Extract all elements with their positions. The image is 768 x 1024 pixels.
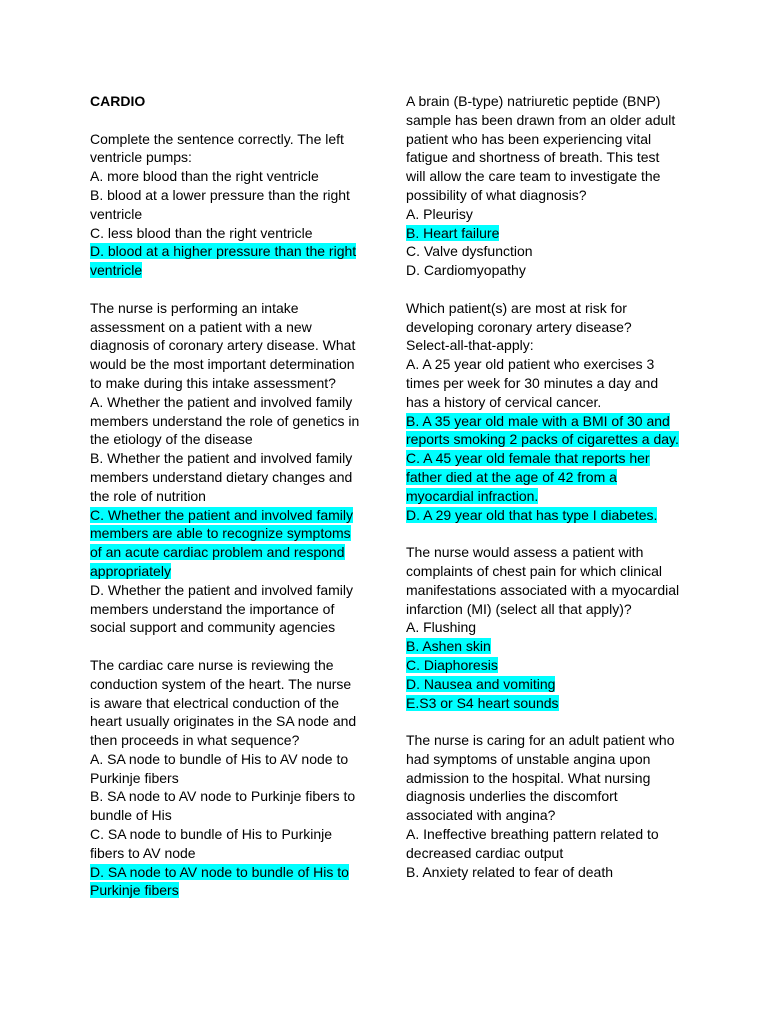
text-line xyxy=(90,336,370,355)
text-line xyxy=(406,769,696,788)
line-text: C. less blood than the right ventricle xyxy=(90,224,313,241)
text-line xyxy=(406,92,696,111)
line-text: developing coronary artery disease? xyxy=(406,318,632,335)
text-line xyxy=(406,393,696,412)
line-text: admission to the hospital. What nursing xyxy=(406,769,651,786)
line-text: fatigue and shortness of breath. This test xyxy=(406,149,660,166)
line-text: decreased cardiac output xyxy=(406,844,564,861)
answer-line-highlighted xyxy=(90,881,370,900)
text-line xyxy=(90,694,370,713)
text-line xyxy=(406,111,696,130)
text-line xyxy=(90,769,370,788)
line-text: The nurse is performing an intake xyxy=(90,299,299,316)
line-text: fibers to AV node xyxy=(90,844,196,861)
line-text: Purkinje fibers xyxy=(90,769,179,786)
question-block xyxy=(90,130,370,280)
line-text: heart usually originates in the SA node and xyxy=(90,713,357,730)
answer-line-highlighted xyxy=(406,430,696,449)
right-column xyxy=(406,92,696,881)
answer-line-highlighted xyxy=(90,543,370,562)
highlighted-text: C. A 45 year old female that reports her xyxy=(406,450,650,467)
line-text: B. Anxiety related to fear of death xyxy=(406,863,614,880)
question-block xyxy=(406,543,696,712)
line-text: A. SA node to bundle of His to AV node to xyxy=(90,750,349,767)
text-line xyxy=(90,148,370,167)
line-text: D. Cardiomyopathy xyxy=(406,262,526,279)
line-text: A. more blood than the right ventricle xyxy=(90,168,319,185)
line-text: diagnosis of coronary artery disease. What xyxy=(90,337,356,354)
line-text: social support and community agencies xyxy=(90,619,336,636)
text-line xyxy=(90,393,370,412)
line-text: members understand dietary changes and xyxy=(90,468,353,485)
highlighted-text: B. A 35 year old male with a BMI of 30 and xyxy=(406,412,670,429)
line-text: A. Pleurisy xyxy=(406,205,473,222)
highlighted-text: members are able to recognize symptoms xyxy=(90,525,351,542)
text-line xyxy=(406,186,696,205)
line-text: the etiology of the disease xyxy=(90,431,253,448)
line-text: diagnosis underlies the discomfort xyxy=(406,788,618,805)
answer-line-highlighted xyxy=(406,468,696,487)
text-line xyxy=(90,355,370,374)
text-line xyxy=(90,806,370,825)
text-line xyxy=(90,750,370,769)
text-line xyxy=(406,562,696,581)
text-line xyxy=(406,299,696,318)
text-line xyxy=(406,167,696,186)
text-line xyxy=(90,167,370,186)
line-text: A. A 25 year old patient who exercises 3 xyxy=(406,356,655,373)
text-line xyxy=(90,430,370,449)
answer-line-highlighted xyxy=(406,637,696,656)
answer-line-highlighted xyxy=(90,506,370,525)
highlighted-text: D. A 29 year old that has type I diabetes. xyxy=(406,506,658,523)
answer-line-highlighted xyxy=(90,242,370,261)
highlighted-text: father died at the age of 42 from a xyxy=(406,468,617,485)
highlighted-text: appropriately xyxy=(90,562,171,579)
highlighted-text: D. blood at a higher pressure than the right xyxy=(90,243,357,260)
line-text: The cardiac care nurse is reviewing the xyxy=(90,656,334,673)
highlighted-text: Purkinje fibers xyxy=(90,882,179,899)
answer-line-highlighted xyxy=(406,506,696,525)
text-line xyxy=(90,618,370,637)
text-line xyxy=(90,299,370,318)
line-text: C. SA node to bundle of His to Purkinje xyxy=(90,826,333,843)
line-text: sample has been drawn from an older adult xyxy=(406,111,676,128)
text-line xyxy=(406,543,696,562)
question-block xyxy=(406,92,696,280)
text-line xyxy=(406,750,696,769)
question-block xyxy=(90,299,370,637)
answer-line-highlighted xyxy=(406,224,696,243)
text-line xyxy=(90,186,370,205)
text-line xyxy=(90,374,370,393)
left-question-list xyxy=(90,130,370,901)
text-line xyxy=(406,825,696,844)
line-text: members understand the role of genetics in xyxy=(90,412,360,429)
text-line xyxy=(406,581,696,600)
line-text: C. Valve dysfunction xyxy=(406,243,533,260)
question-block xyxy=(90,656,370,900)
text-line xyxy=(406,863,696,882)
text-line xyxy=(90,600,370,619)
line-text: assessment on a patient with a new xyxy=(90,318,312,335)
line-text: associated with angina? xyxy=(406,807,556,824)
line-text: B. SA node to AV node to Purkinje fibers to xyxy=(90,788,356,805)
line-text: patient who has been experiencing vital xyxy=(406,130,652,147)
answer-line-highlighted xyxy=(90,562,370,581)
text-line xyxy=(406,731,696,750)
line-text: The nurse would assess a patient with xyxy=(406,544,644,561)
line-text: is aware that electrical conduction of the xyxy=(90,694,340,711)
answer-line-highlighted xyxy=(406,412,696,431)
text-line xyxy=(90,487,370,506)
text-line xyxy=(406,618,696,637)
line-text: members understand the importance of xyxy=(90,600,335,617)
text-line xyxy=(90,712,370,731)
text-line xyxy=(406,600,696,619)
text-line xyxy=(406,242,696,261)
left-column xyxy=(90,92,370,900)
highlighted-text: D. SA node to AV node to bundle of His to xyxy=(90,863,349,880)
line-text: would be the most important determination xyxy=(90,356,355,373)
text-line xyxy=(90,130,370,149)
text-line xyxy=(90,787,370,806)
line-text: manifestations associated with a myocardial xyxy=(406,581,680,598)
line-text: B. blood at a lower pressure than the right xyxy=(90,186,350,203)
right-question-list xyxy=(406,92,696,881)
answer-line-highlighted xyxy=(406,694,696,713)
question-block xyxy=(406,299,696,525)
highlighted-text: ventricle xyxy=(90,262,143,279)
highlighted-text: D. Nausea and vomiting xyxy=(406,675,556,692)
line-text: Select-all-that-apply: xyxy=(406,337,534,354)
question-block xyxy=(406,731,696,881)
line-text: will allow the care team to investigate the xyxy=(406,168,661,185)
text-line xyxy=(406,806,696,825)
text-line xyxy=(90,449,370,468)
line-text: ventricle pumps: xyxy=(90,149,192,166)
line-text: B. Whether the patient and involved family xyxy=(90,450,353,467)
line-text: possibility of what diagnosis? xyxy=(406,186,587,203)
line-text: to make during this intake assessment? xyxy=(90,374,336,391)
text-line xyxy=(406,318,696,337)
text-line xyxy=(90,844,370,863)
line-text: ventricle xyxy=(90,205,143,222)
line-text: A. Ineffective breathing pattern related to xyxy=(406,826,659,843)
text-line xyxy=(406,205,696,224)
highlighted-text: of an acute cardiac problem and respond xyxy=(90,544,345,561)
text-line xyxy=(90,468,370,487)
highlighted-text: B. Ashen skin xyxy=(406,638,491,655)
text-line xyxy=(406,336,696,355)
highlighted-text: E.S3 or S4 heart sounds xyxy=(406,694,559,711)
text-line xyxy=(90,412,370,431)
answer-line-highlighted xyxy=(90,261,370,280)
line-text: then proceeds in what sequence? xyxy=(90,732,300,749)
text-line xyxy=(406,148,696,167)
highlighted-text: B. Heart failure xyxy=(406,224,500,241)
highlighted-text: C. Diaphoresis xyxy=(406,656,498,673)
answer-line-highlighted xyxy=(406,656,696,675)
text-line xyxy=(406,787,696,806)
text-line xyxy=(406,130,696,149)
text-line xyxy=(406,844,696,863)
highlighted-text: C. Whether the patient and involved family xyxy=(90,506,354,523)
line-text: the role of nutrition xyxy=(90,487,206,504)
text-line xyxy=(90,656,370,675)
text-line xyxy=(90,224,370,243)
text-line xyxy=(90,675,370,694)
document-title: CARDIO xyxy=(90,93,146,109)
answer-line-highlighted xyxy=(406,675,696,694)
highlighted-text: reports smoking 2 packs of cigarettes a day. xyxy=(406,431,679,448)
line-text: Which patient(s) are most at risk for xyxy=(406,299,627,316)
line-text: A brain (B-type) natriuretic peptide (BNP) xyxy=(406,93,661,109)
line-text: The nurse is caring for an adult patient who xyxy=(406,732,675,749)
text-line xyxy=(90,205,370,224)
answer-line-highlighted xyxy=(90,524,370,543)
highlighted-text: myocardial infraction. xyxy=(406,487,539,504)
text-line xyxy=(90,318,370,337)
line-text: A. Whether the patient and involved family xyxy=(90,393,353,410)
text-line xyxy=(90,825,370,844)
text-line xyxy=(406,374,696,393)
text-line xyxy=(90,581,370,600)
line-text: bundle of His xyxy=(90,807,172,824)
answer-line-highlighted xyxy=(406,487,696,506)
line-text: Complete the sentence correctly. The left xyxy=(90,130,344,147)
answer-line-highlighted xyxy=(90,863,370,882)
line-text: has a history of cervical cancer. xyxy=(406,393,602,410)
text-line xyxy=(406,355,696,374)
answer-line-highlighted xyxy=(406,449,696,468)
line-text: times per week for 30 minutes a day and xyxy=(406,374,659,391)
line-text: A. Flushing xyxy=(406,619,477,636)
line-text: conduction system of the heart. The nurse xyxy=(90,675,352,692)
line-text: infarction (MI) (select all that apply)? xyxy=(406,600,632,617)
text-line xyxy=(90,731,370,750)
line-text: D. Whether the patient and involved family xyxy=(90,581,354,598)
line-text: had symptoms of unstable angina upon xyxy=(406,750,651,767)
text-line xyxy=(406,261,696,280)
line-text: complaints of chest pain for which clinical xyxy=(406,562,663,579)
